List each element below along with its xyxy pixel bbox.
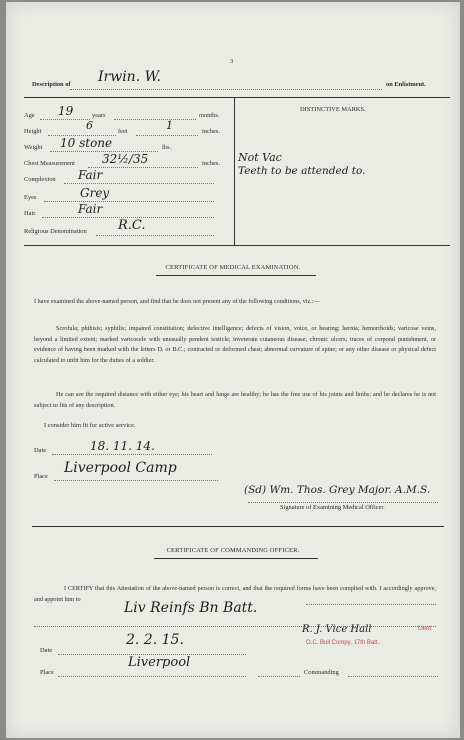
chest-label: Chest Measurement xyxy=(24,160,75,167)
table-divider xyxy=(234,97,235,245)
weight-unit: lbs. xyxy=(162,144,172,151)
age-months-dots xyxy=(114,119,196,120)
religion-dots xyxy=(96,235,214,236)
chest-value: 32½/35 xyxy=(102,152,149,166)
medical-heading: CERTIFICATE OF MEDICAL EXAMINATION. xyxy=(165,264,301,271)
description-suffix: on Enlistment. xyxy=(386,81,426,88)
page-number: 3 xyxy=(230,58,234,65)
eyes-value: Grey xyxy=(80,186,110,200)
section-rule xyxy=(32,526,444,527)
hair-label: Hair xyxy=(24,210,36,217)
height-inches-value: 1 xyxy=(166,119,173,132)
weight-label: Weight xyxy=(24,144,43,151)
co-signature: R. J. Vice Hall xyxy=(302,624,372,635)
medical-place-value: Liverpool Camp xyxy=(64,460,177,476)
medical-intro: I have examined the above-named person, and find that he does not present any of the following conditions, viz.:— xyxy=(34,298,320,305)
appointment-dots-2 xyxy=(34,626,436,627)
commanding-certify: I CERTIFY that this Attestation of the above-named person is correct, and that the required forms have been complied with. I accordingly approve, and appoint him to xyxy=(34,585,436,603)
commanding-heading-rule xyxy=(154,558,318,559)
commanding-place-value: Liverpool xyxy=(128,655,191,670)
medical-date-label: Date xyxy=(34,447,47,454)
height-feet-label: feet xyxy=(118,128,128,135)
complexion-dots xyxy=(64,183,214,184)
age-value: 19 xyxy=(58,104,74,118)
religion-label: Religious Denomination xyxy=(24,228,87,235)
commanding-sig-dots xyxy=(258,676,300,677)
religion-value: R.C. xyxy=(118,218,146,233)
commanding-date-label: Date xyxy=(40,647,53,654)
medical-fit: I consider him fit for active service. xyxy=(44,422,136,429)
medical-conditions: Scrofula; phthisis; syphilis; impaired constitution; defective intelligence; defects of vision, voice, or hearing; hernia; hemorrhoids; varicose veins, beyond a limited extent; marked varicocele with unusually pendent testicle; inveterate cutaneous disease; chronic ulcers; traces of corporal punishment, or evidence of having been marked with the letters D. or B.C.; contracted or deformed chest; abnormal curvature of spine; or any other disease or physical defect calculated to unfit him for the duties of a soldier. xyxy=(34,325,436,364)
height-inches-dots xyxy=(136,135,198,136)
medical-date-dots xyxy=(52,454,212,455)
description-dots xyxy=(70,89,382,90)
age-dots xyxy=(40,119,90,120)
chest-dots xyxy=(88,167,198,168)
eyes-label: Eyes xyxy=(24,194,37,201)
stamp-unit: O.C. Bull Compy, 17th Batt. xyxy=(306,640,380,646)
medical-place-label: Place xyxy=(34,473,48,480)
medical-signature-dots xyxy=(248,502,438,503)
distinctive-line1: Not Vac xyxy=(238,151,282,164)
medical-heading-rule xyxy=(156,275,316,276)
distinctive-line2: Teeth to be attended to. xyxy=(238,165,366,177)
appointment-dots-1 xyxy=(306,604,436,605)
medical-place-dots xyxy=(54,480,218,481)
attestation-sheet xyxy=(6,2,460,738)
commanding-label: Commanding xyxy=(304,669,339,676)
eyes-dots xyxy=(44,201,214,202)
complexion-label: Complexion xyxy=(24,176,56,183)
height-feet-value: 6 xyxy=(86,119,93,132)
medical-date-value: 18. 11. 14. xyxy=(90,439,155,453)
medical-signature-label: Signature of Examining Medical Officer. xyxy=(280,504,385,511)
commanding-heading: CERTIFICATE OF COMMANDING OFFICER. xyxy=(166,547,300,554)
commanding-date-value: 2. 2. 15. xyxy=(126,632,184,648)
age-years-label: years xyxy=(92,112,106,119)
chest-unit: inches. xyxy=(202,160,220,167)
table-top-rule xyxy=(24,97,450,98)
medical-signature: (Sd) Wm. Thos. Grey Major. A.M.S. xyxy=(244,484,431,496)
height-label: Height xyxy=(24,128,42,135)
stamp-rank: Lieut. xyxy=(418,626,433,632)
weight-value: 10 stone xyxy=(60,136,113,150)
complexion-value: Fair xyxy=(78,168,103,182)
description-label: Description of xyxy=(32,81,71,88)
table-bottom-rule xyxy=(24,245,450,246)
hair-value: Fair xyxy=(78,202,103,216)
height-inches-label: inches. xyxy=(202,128,220,135)
commanding-appointment: Liv Reinfs Bn Batt. xyxy=(124,600,258,616)
commanding-place-dots xyxy=(58,676,246,677)
commanding-dots xyxy=(348,676,438,677)
distinctive-heading: DISTINCTIVE MARKS. xyxy=(300,106,366,113)
commanding-place-label: Place xyxy=(40,669,54,676)
description-name: Irwin. W. xyxy=(98,69,161,85)
age-months-label: months. xyxy=(199,112,220,119)
medical-vision: He can see the required distance with either eye; his heart and lungs are healthy; he has the free use of his joints and limbs; and he declares he is not subject to fits of any description. xyxy=(34,391,436,409)
age-label: Age xyxy=(24,112,35,119)
